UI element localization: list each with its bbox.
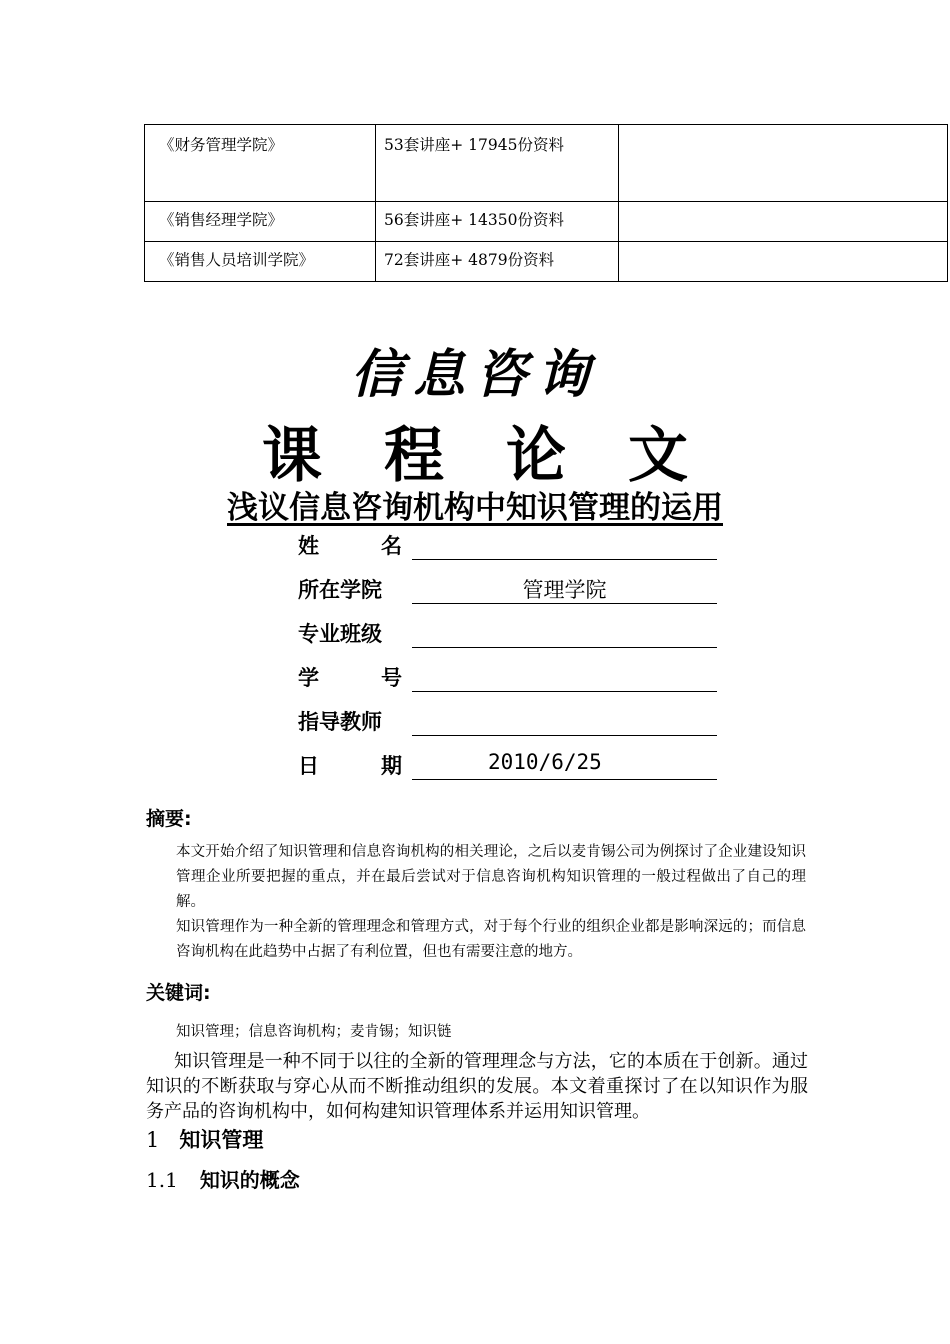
intro-paragraph: 知识管理是一种不同于以往的全新的管理理念与方法，它的本质在于创新。通过知识的不断获取与穿心从而不断推动组织的发展。本文着重探讨了在以知识作为服务产品的咨询机构中，如何构建知识管理体系并运用知识管理。 — [146, 1051, 808, 1122]
table-cell-extra — [619, 242, 948, 282]
form-value-college: 管理学院 — [522, 578, 607, 602]
form-label-student-id: 学 号 — [298, 665, 402, 690]
table-cell-content: 72套讲座+ 4879份资料 — [376, 242, 619, 282]
section-number: 1.1 — [146, 1168, 178, 1192]
resource-table — [144, 124, 948, 282]
table-row — [145, 242, 948, 282]
form-label-class: 专业班级 — [298, 621, 382, 646]
abstract-heading: 摘要: — [146, 808, 192, 830]
table-cell-extra — [619, 125, 948, 202]
form-row-student-id — [298, 660, 738, 692]
form-row-advisor — [298, 704, 738, 736]
section-number: 1 — [146, 1128, 160, 1152]
form-label-name: 姓 名 — [298, 533, 402, 558]
abstract-paragraph: 知识管理作为一种全新的管理理念和管理方式，对于每个行业的组织企业都是影响深远的；而信息咨询机构在此趋势中占据了有利位置，但也有需要注意的地方。 — [176, 919, 806, 960]
cover-title-line1: 信息咨询 — [350, 344, 599, 405]
cover-title-char: 课 — [262, 421, 322, 491]
table-cell-name: 《销售人员培训学院》 — [145, 242, 376, 282]
section-title: 知识管理 — [179, 1127, 264, 1152]
form-row-date — [298, 748, 738, 780]
form-underline — [412, 559, 717, 560]
form-value-date: 2010/6/25 — [488, 750, 602, 774]
form-row-name — [298, 528, 738, 560]
paper-subtitle: 浅议信息咨询机构中知识管理的运用 — [227, 490, 723, 526]
abstract-paragraph: 本文开始介绍了知识管理和信息咨询机构的相关理论，之后以麦肯锡公司为例探讨了企业建设知识管理企业所要把握的重点，并在最后尝试对于信息咨询机构知识管理的一般过程做出了自己的理解。 — [176, 844, 806, 910]
abstract-body — [146, 840, 806, 965]
table-cell-extra — [619, 202, 948, 242]
cover-title-char: 文 — [628, 421, 688, 491]
table-cell-content: 53套讲座+ 17945份资料 — [376, 125, 619, 202]
form-underline — [412, 779, 717, 780]
form-label-date: 日 期 — [298, 753, 402, 778]
table-cell-name: 《销售经理学院》 — [145, 202, 376, 242]
section-heading-1 — [146, 1124, 263, 1154]
table-row — [145, 125, 948, 202]
form-underline — [412, 691, 717, 692]
keywords-body — [146, 1020, 806, 1045]
form-label-advisor: 指导教师 — [298, 709, 382, 734]
form-underline — [412, 603, 717, 604]
form-underline — [412, 735, 717, 736]
form-underline — [412, 647, 717, 648]
keywords-heading: 关键词: — [146, 982, 211, 1004]
table-cell-name: 《财务管理学院》 — [145, 125, 376, 202]
table-row — [145, 202, 948, 242]
section-heading-1-1 — [146, 1164, 300, 1193]
cover-title-char: 程 — [384, 421, 444, 491]
section-title: 知识的概念 — [199, 1168, 300, 1192]
keywords-text: 知识管理；信息咨询机构；麦肯锡；知识链 — [176, 1024, 452, 1040]
form-label-college: 所在学院 — [298, 577, 382, 602]
cover-title-char: 论 — [506, 421, 566, 491]
form-row-college — [298, 572, 738, 604]
table-cell-content: 56套讲座+ 14350份资料 — [376, 202, 619, 242]
form-row-class — [298, 616, 738, 648]
